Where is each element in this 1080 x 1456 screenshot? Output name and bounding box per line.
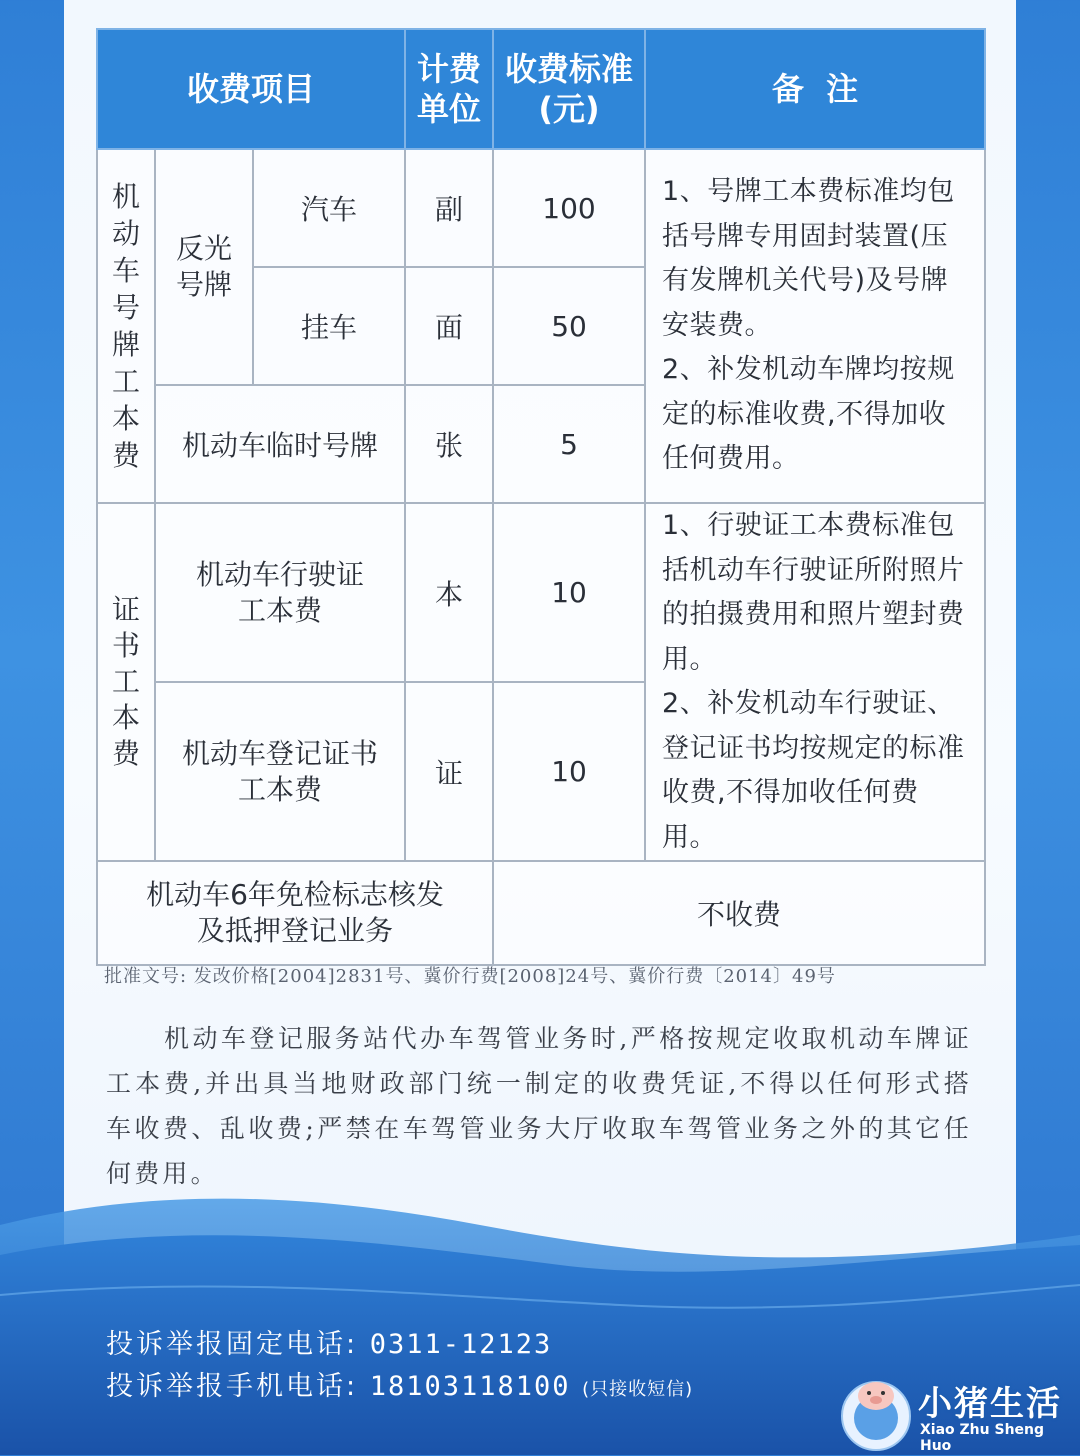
header-unit: 计费 单位 (405, 29, 493, 149)
approval-number: 批准文号: 发改价格[2004]2831号、冀价行费[2008]24号、冀价行费〔2014〕49号 (104, 966, 836, 987)
row-registration-name: 机动车登记证书 工本费 (155, 682, 405, 861)
table-row (97, 149, 985, 267)
mobile-phone-number[interactable]: 18103118100 (369, 1371, 571, 1402)
header-standard: 收费标准 (元) (493, 29, 645, 149)
fixed-phone-label: 投诉举报固定电话: (106, 1329, 359, 1360)
fixed-phone-number[interactable]: 0311-12123 (369, 1329, 553, 1360)
header-remarks: 备 注 (645, 29, 985, 149)
row-license-name: 机动车行驶证 工本费 (155, 503, 405, 682)
brand-name: 小猪生活 (918, 1384, 1062, 1424)
reflective-plate-label: 反光 号牌 (155, 149, 253, 385)
row-license-unit: 本 (405, 503, 493, 682)
mobile-phone-note: (只接收短信) (582, 1379, 694, 1400)
row-trailer-value: 50 (493, 267, 645, 385)
row-registration-unit: 证 (405, 682, 493, 861)
header-item: 收费项目 (97, 29, 405, 149)
mobile-phone-label: 投诉举报手机电话: (106, 1371, 359, 1402)
row-temp-plate-value: 5 (493, 385, 645, 503)
pig-mascot-icon (838, 1372, 916, 1452)
table-row (97, 503, 985, 682)
plate-remarks: 1、号牌工本费标准均包括号牌专用固封装置(压有发牌机关代号)及号牌安装费。 2、补发机动车牌均按规定的标准收费,不得加收任何费用。 (645, 149, 985, 503)
row-car-name: 汽车 (253, 149, 405, 267)
row-exempt-item: 机动车6年免检标志核发 及抵押登记业务 (97, 861, 493, 965)
row-registration-value: 10 (493, 682, 645, 861)
notice-paragraph: 机动车登记服务站代办车驾管业务时,严格按规定收取机动车牌证工本费,并出具当地财政部门统一制定的收费凭证,不得以任何形式搭车收费、乱收费;严禁在车驾管业务大厅收取车驾管业务之外的其它任何费用。 (106, 1024, 972, 1188)
row-trailer-unit: 面 (405, 267, 493, 385)
cert-remarks: 1、行驶证工本费标准包括机动车行驶证所附照片的拍摄费用和照片塑封费用。 2、补发机动车行驶证、登记证书均按规定的标准收费,不得加收任何费用。 (645, 503, 985, 861)
brand-name-en: Xiao Zhu Sheng Huo (920, 1422, 1045, 1454)
mobile-phone-line (106, 1364, 693, 1403)
row-car-value: 100 (493, 149, 645, 267)
fee-table (96, 28, 986, 966)
cert-group-label: 证书工本费 (97, 503, 155, 861)
row-license-value: 10 (493, 503, 645, 682)
brand-logo (838, 1372, 1080, 1455)
plate-group-label: 机动车号牌工本费 (97, 149, 155, 503)
table-row (97, 861, 985, 965)
row-exempt-value: 不收费 (493, 861, 985, 965)
row-temp-plate-name: 机动车临时号牌 (155, 385, 405, 503)
row-temp-plate-unit: 张 (405, 385, 493, 503)
row-car-unit: 副 (405, 149, 493, 267)
fixed-phone-line (106, 1322, 552, 1361)
row-trailer-name: 挂车 (253, 267, 405, 385)
table-header-row (97, 29, 985, 149)
